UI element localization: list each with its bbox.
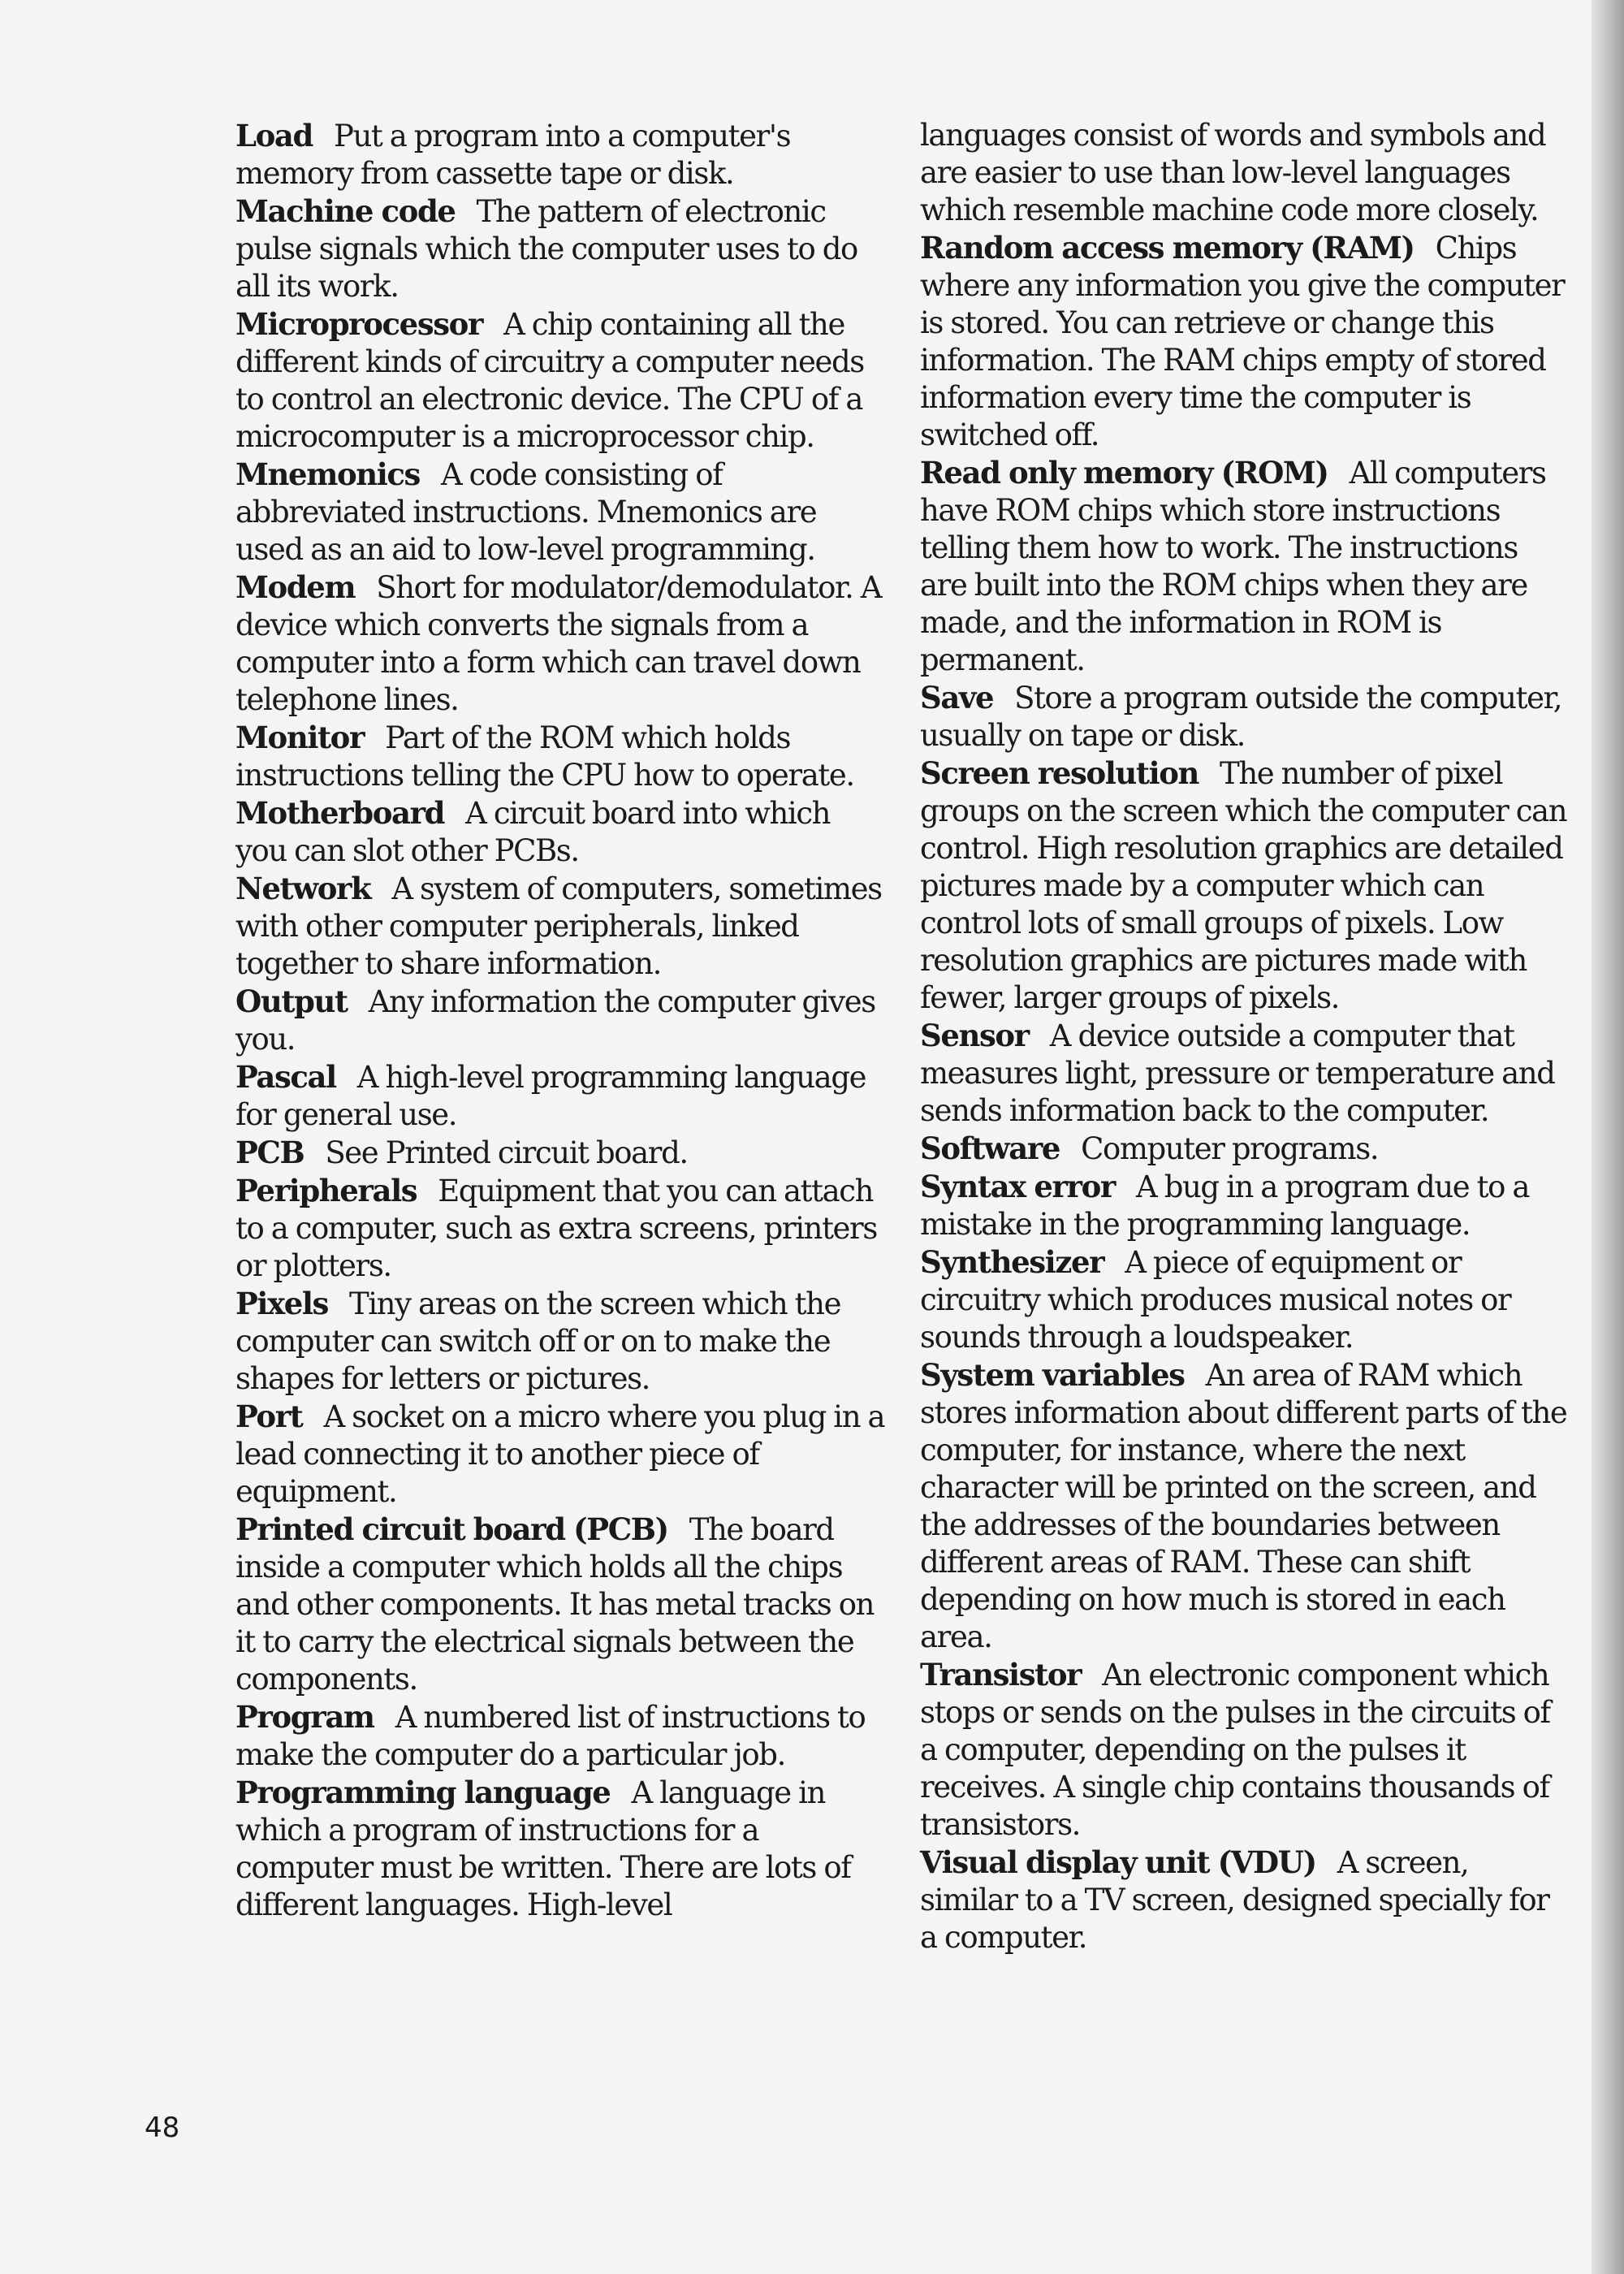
glossary-entry xyxy=(920,1168,1570,1243)
glossary-entry xyxy=(235,1511,885,1698)
glossary-entry xyxy=(920,1844,1570,1956)
glossary-term: Network xyxy=(235,871,371,906)
glossary-definition: A language in which a program of instructions for a computer must be written. There are lots of different languages. High-level xyxy=(235,1775,851,1922)
glossary-definition: An electronic component which stops or sends on the pulses in the circuits of a computer, depending on the pulses it receives. A single chip contains thousands of transistors. xyxy=(920,1658,1550,1842)
glossary-term: Program xyxy=(235,1699,374,1735)
glossary-definition: A socket on a micro where you plug in a lead connecting it to another piece of equipment. xyxy=(235,1399,885,1509)
glossary-definition: The board inside a computer which holds all the chips and other components. It has metal tracks on it to carry the electrical signals between the components. xyxy=(235,1512,875,1697)
glossary-definition: A high-level programming language for general use. xyxy=(235,1060,866,1132)
glossary-term: Syntax error xyxy=(920,1169,1116,1204)
glossary-definition: Equipment that you can attach to a computer, such as extra screens, printers or plotters. xyxy=(235,1174,877,1283)
glossary-definition: A screen, similar to a TV screen, designed specially for a computer. xyxy=(920,1845,1549,1955)
glossary-entry xyxy=(235,870,885,983)
glossary-term: Software xyxy=(920,1131,1060,1166)
glossary-term: Peripherals xyxy=(235,1173,417,1208)
glossary-term: Read only memory (ROM) xyxy=(920,455,1328,491)
glossary-entry xyxy=(920,1243,1570,1356)
glossary-entry xyxy=(235,305,885,456)
glossary-definition: See Printed circuit board. xyxy=(325,1135,688,1170)
glossary-term: Output xyxy=(235,984,348,1019)
glossary-definition: A circuit board into which you can slot other PCBs. xyxy=(235,796,831,868)
glossary-entry xyxy=(235,1698,885,1774)
page-binding-edge xyxy=(1592,0,1624,2274)
glossary-entry xyxy=(920,1017,1570,1130)
glossary-term: Pixels xyxy=(235,1286,328,1321)
glossary-definition: All computers have ROM chips which store instructions telling them how to work. The instructions are built into the ROM chips when they are made, and the information in ROM is permanent. xyxy=(920,456,1546,677)
glossary-term: Sensor xyxy=(920,1018,1029,1053)
glossary-definition: An area of RAM which stores information about different parts of the computer, for instance, where the next character will be printed on the screen, and the addresses of the boundaries between different areas of RAM. These can shift depending on how much is stored in each area. xyxy=(920,1358,1567,1654)
glossary-entry xyxy=(920,1656,1570,1844)
glossary-entry xyxy=(235,568,885,719)
glossary-entry xyxy=(235,1285,885,1398)
glossary-definition: Any information the computer gives you. xyxy=(235,984,875,1057)
glossary-term: Monitor xyxy=(235,720,365,755)
glossary-column-right xyxy=(920,117,1570,1956)
glossary-term: Transistor xyxy=(920,1657,1082,1693)
glossary-term: Synthesizer xyxy=(920,1244,1104,1280)
glossary-definition: The pattern of electronic pulse signals which the computer uses to do all its work. xyxy=(235,194,857,304)
glossary-entry xyxy=(920,117,1570,229)
glossary-entry xyxy=(920,229,1570,454)
glossary-entry xyxy=(235,1774,885,1924)
glossary-definition: A bug in a program due to a mistake in the programming language. xyxy=(920,1169,1529,1242)
glossary-definition: Short for modulator/demodulator. A device which converts the signals from a computer into a form which can travel down telephone lines. xyxy=(235,570,882,717)
glossary-term: Visual display unit (VDU) xyxy=(920,1844,1316,1880)
glossary-term: Pascal xyxy=(235,1059,336,1095)
glossary-term: Machine code xyxy=(235,193,456,229)
glossary-entry xyxy=(920,1130,1570,1168)
glossary-term: Mnemonics xyxy=(235,456,420,492)
glossary-entry xyxy=(235,1134,885,1172)
glossary-term: Modem xyxy=(235,569,356,605)
glossary-term: Screen resolution xyxy=(920,755,1199,791)
glossary-entry xyxy=(235,192,885,305)
glossary-entry xyxy=(920,754,1570,1017)
glossary-entry xyxy=(235,456,885,568)
glossary-term: Load xyxy=(235,118,313,153)
glossary-entry xyxy=(920,1356,1570,1656)
glossary-definition: Tiny areas on the screen which the computer can switch off or on to make the shapes for letters or pictures. xyxy=(235,1286,841,1396)
glossary-definition: A numbered list of instructions to make the computer do a particular job. xyxy=(235,1700,866,1772)
glossary-entry xyxy=(235,1398,885,1511)
glossary-entry xyxy=(920,679,1570,754)
glossary-term: Motherboard xyxy=(235,795,445,831)
glossary-term: Save xyxy=(920,680,994,715)
glossary-definition: Chips where any information you give the computer is stored. You can retrieve or change this information. The RAM chips empty of stored information every time the computer is switched off. xyxy=(920,231,1565,452)
glossary-entry xyxy=(235,1058,885,1134)
glossary-definition: Store a program outside the computer, usually on tape or disk. xyxy=(920,681,1562,753)
glossary-definition: Part of the ROM which holds instructions telling the CPU how to operate. xyxy=(235,720,854,793)
glossary-term: Programming language xyxy=(235,1775,611,1810)
glossary-term: Random access memory (RAM) xyxy=(920,230,1415,266)
glossary-term: System variables xyxy=(920,1357,1185,1393)
glossary-term: Microprocessor xyxy=(235,306,483,342)
glossary-entry xyxy=(235,983,885,1058)
glossary-definition: A device outside a computer that measures light, pressure or temperature and sends information back to the computer. xyxy=(920,1018,1555,1128)
glossary-entry xyxy=(235,794,885,870)
glossary-definition: A chip containing all the different kinds of circuitry a computer needs to control an electronic device. The CPU of a microcomputer is a microprocessor chip. xyxy=(235,307,864,454)
glossary-entry xyxy=(235,719,885,794)
glossary-definition: languages consist of words and symbols and are easier to use than low-level languages which resemble machine code more closely. xyxy=(920,118,1546,227)
glossary-definition: A piece of equipment or circuitry which produces musical notes or sounds through a loudspeaker. xyxy=(920,1245,1511,1355)
glossary-entry xyxy=(920,454,1570,679)
glossary-definition: Put a program into a computer's memory from cassette tape or disk. xyxy=(235,119,791,191)
glossary-entry xyxy=(235,117,885,192)
glossary-term: Port xyxy=(235,1399,303,1434)
glossary-definition: A system of computers, sometimes with other computer peripherals, linked together to share information. xyxy=(235,871,882,981)
glossary-definition: The number of pixel groups on the screen which the computer can control. High resolution graphics are detailed pictures made by a computer which can control lots of small groups of pixels. Low resolution graphics are pictures made with fewer, larger groups of pixels. xyxy=(920,756,1567,1015)
glossary-term: Printed circuit board (PCB) xyxy=(235,1511,668,1547)
glossary-column-left xyxy=(235,117,885,1924)
glossary-term: PCB xyxy=(235,1135,304,1170)
glossary-definition: A code consisting of abbreviated instructions. Mnemonics are used as an aid to low-level programming. xyxy=(235,457,817,567)
glossary-entry xyxy=(235,1172,885,1285)
glossary-definition: Computer programs. xyxy=(1081,1131,1379,1166)
page-number: 48 xyxy=(145,2112,180,2144)
